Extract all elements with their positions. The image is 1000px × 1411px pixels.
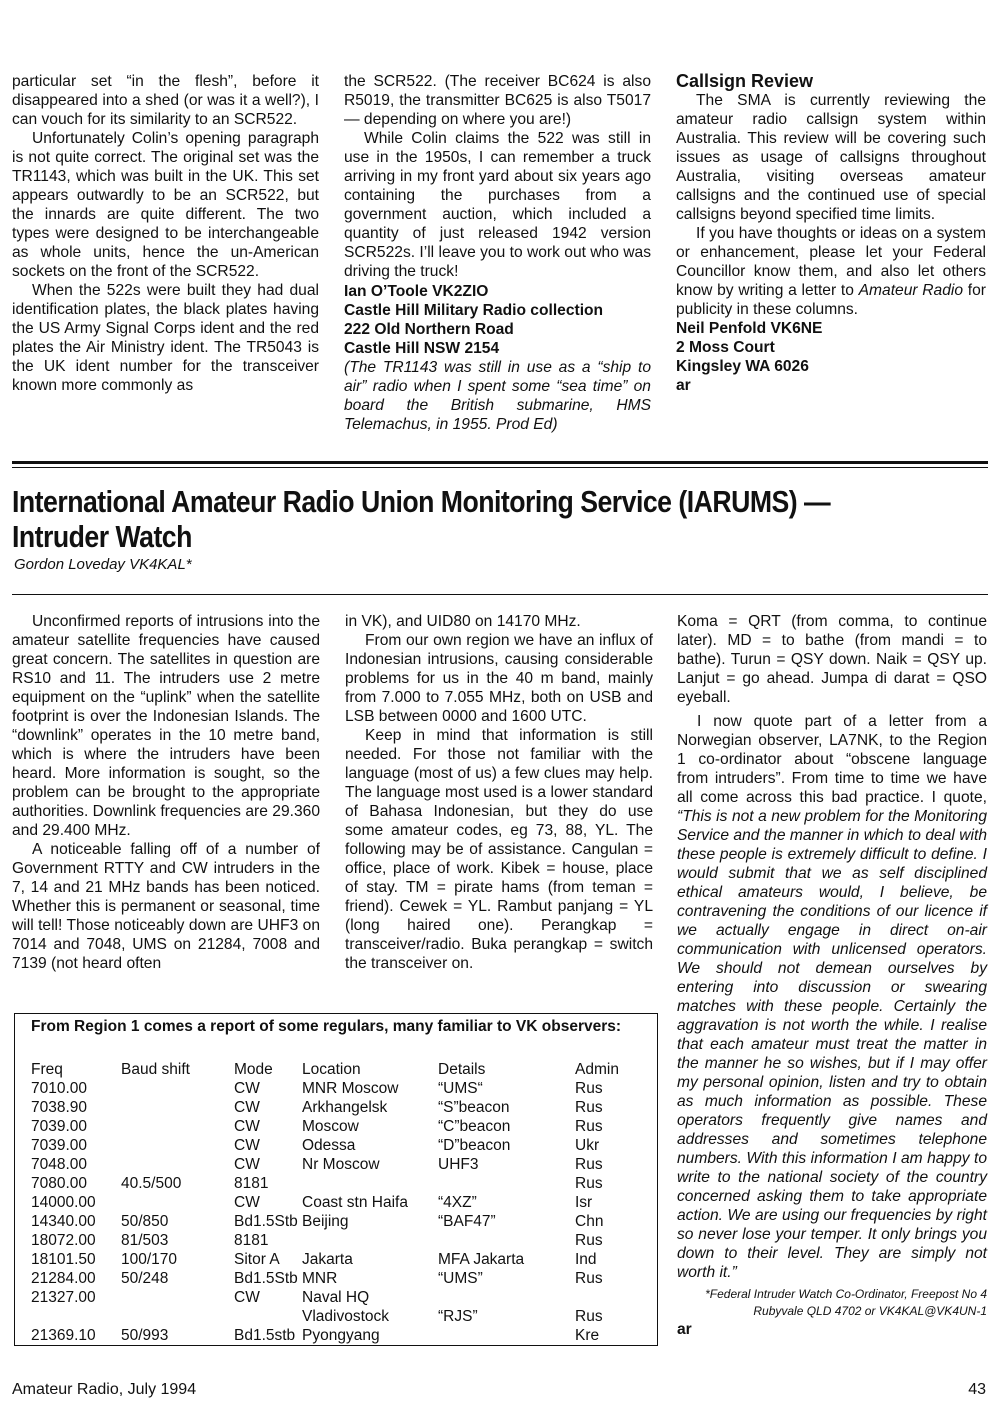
section-title: Callsign Review [676,71,814,91]
table-row [31,1136,635,1155]
table-cell: 21284.00 [31,1270,96,1287]
table-cell: 40.5/500 [121,1175,182,1192]
table-cell [438,1288,575,1307]
table-cell [31,1307,121,1326]
paragraph: particular set “in the flesh”, before it disappeared into a shed (or was it a well?), I can vouch for its similarity to an SCR522. [12,73,319,128]
paragraph [676,224,986,319]
footer-publication: Amateur Radio, July 1994 [12,1381,197,1398]
footnote-line: *Federal Intruder Watch Co-Ordinator, Freepost No 4 [705,1287,987,1301]
table-cell: Rus [575,1232,603,1249]
table-cell: 14340.00 [31,1213,96,1230]
article-column-1 [12,612,320,973]
table-row [31,1326,635,1345]
table-cell [121,1307,234,1326]
table-cell [121,1193,234,1212]
table-cell: Naval HQ [302,1289,370,1306]
column-header: Baud shift [121,1061,190,1078]
paragraph-text: I now quote part of a letter from a Norwegian observer, LA7NK, to the Region 1 co-ordinator about “obscene language from intruders”. From time to time we have all come across this bad practice. I quote, [677,713,987,806]
table-cell [234,1307,302,1326]
table-cell [121,1288,234,1307]
table-cell: 50/993 [121,1327,169,1344]
table-cell: 7039.00 [31,1137,88,1154]
page-number: 43 [968,1381,986,1398]
signature-line: Kingsley WA 6026 [676,358,809,375]
table-cell: 8181 [234,1232,269,1249]
table-cell: CW [234,1099,260,1116]
table-cell: 14000.00 [31,1194,96,1211]
table-cell: 21327.00 [31,1289,96,1306]
table-cell: “C”beacon [438,1118,511,1135]
editor-note: (The TR1143 was still in use as a “ship to air” radio when I spent some “sea time” on board the British submarine, HMS Telemachus, in 1955. Prod Ed) [344,359,651,433]
paragraph [677,712,987,1282]
table-cell: Rus [575,1099,603,1116]
table-cell: 18072.00 [31,1232,96,1249]
table-cell [121,1155,234,1174]
table-cell: “BAF47” [438,1213,496,1230]
table-cell: 7038.90 [31,1099,88,1116]
table-cell [121,1117,234,1136]
article-title-line-1: International Amateur Radio Union Monitoring Service (IARUMS) — [12,484,831,519]
section-divider [12,461,988,464]
table-cell [302,1174,438,1193]
table-cell: Bd1.5stb [234,1327,296,1344]
table-row [31,1117,635,1136]
table-cell: Kre [575,1327,600,1344]
table-cell: 7039.00 [31,1118,88,1135]
table-cell: Odessa [302,1137,356,1154]
table-cell: Beijing [302,1213,349,1230]
byline: Gordon Loveday VK4KAL* [14,556,192,573]
table-cell: Jakarta [302,1251,353,1268]
table-cell: Ukr [575,1137,600,1154]
table-cell [302,1231,438,1250]
table-cell: Nr Moscow [302,1156,380,1173]
table-cell: Rus [575,1175,603,1192]
end-mark: ar [677,1321,692,1338]
signature-line: 222 Old Northern Road [344,321,514,338]
table-cell [438,1326,575,1345]
signature-line: 2 Moss Court [676,339,775,356]
section-divider [12,467,988,468]
footnote-line: Rubyvale QLD 4702 or VK4KAL@VK4UN-1 [753,1304,987,1318]
table-cell: 7010.00 [31,1080,88,1097]
table-cell: “S”beacon [438,1099,510,1116]
top-column-2 [344,72,651,434]
table-cell: MNR Moscow [302,1080,399,1097]
paragraph: A noticeable falling off of a number of Government RTTY and CW intruders in the 7, 14 and 21 MHz bands has been noticed. Whether this is permanent or seasonal, time will tell! Those noticeably down are UHF3 on 7014 and 7048, UMS on 21284, 7008 and 7139 (not heard often [12,841,320,972]
table-cell: CW [234,1156,260,1173]
table-cell: 50/248 [121,1270,169,1287]
table-cell: 7048.00 [31,1156,88,1173]
table-cell: Isr [575,1194,593,1211]
paragraph-text: If you have thoughts or ideas on a system or enhancement, please let your Federal Councillor know them, and also let others know by writing a letter to [676,225,986,299]
end-mark: ar [676,377,691,394]
table-row [31,1098,635,1117]
article-title-line-2: Intruder Watch [12,519,192,554]
table-row [31,1193,635,1212]
table-cell: Chn [575,1213,604,1230]
paragraph: While Colin claims the 522 was still in use in the 1950s, I can remember a truck arriving in my front yard about six years ago containing the purchases from a government auction, which included a quantity of just released 1942 version SCR522s. I’ll leave you to work out who was driving the truck! [344,130,651,280]
column-header: Mode [234,1061,273,1078]
column-header: Details [438,1061,486,1078]
table-cell: 8181 [234,1175,269,1192]
table-cell: Pyongyang [302,1327,380,1344]
article-title [12,484,855,554]
paragraph: Unconfirmed reports of intrusions into the amateur satellite frequencies have caused great concern. The satellites in question are RS10 and 11. The intruders use 2 metre equipment on the “uplink” when the satellite footprint is over the Indonesian Islands. The “downlink” operates in the 10 metre band, which is where the intruders have been heard. More information is sought, so the problem can be brought to the appropriate authorities. Downlink frequencies are 29.360 and 29.400 MHz. [12,613,320,839]
table-cell [438,1174,575,1193]
table-cell: 21369.10 [31,1327,96,1344]
article-column-3 [677,612,987,1339]
table-cell: Rus [575,1156,603,1173]
table-cell: 100/170 [121,1251,178,1268]
table-cell: CW [234,1289,260,1306]
table-row [31,1174,635,1193]
table-cell: CW [234,1137,260,1154]
table-cell: Ind [575,1251,597,1268]
table-cell: 7080.00 [31,1175,88,1192]
article-column-2 [345,612,653,973]
frequency-table [31,1060,635,1345]
paragraph: Keep in mind that information is still needed. For those not familiar with the language (most of us) a few clues may help. The language most used is a lower standard of Bahasa Indonesian, but they do use some amateur codes, eg 73, 88, YL. The following may be of assistance. Cangulan = office, place of work. Kibek = house, place of stay. TM = pirate hams (from teman = friend). Cewek = YL. Rambut panjang = YL (long haired one). Perangkap = transceiver/radio. Buka perangkap = switch the transceiver on. [345,727,653,972]
table-cell: “4XZ” [438,1194,477,1211]
top-column-1 [12,72,319,395]
table-cell: UHF3 [438,1156,479,1173]
table-cell: MFA Jakarta [438,1251,525,1268]
table-cell: Bd1.5Stb [234,1270,298,1287]
table-cell [575,1288,635,1307]
table-row [31,1231,635,1250]
signature-name: Neil Penfold VK6NE [676,320,823,337]
frequency-box [14,1013,658,1346]
table-cell: “UMS” [438,1270,483,1287]
table-header-row [31,1060,635,1079]
signature-name: Ian O’Toole VK2ZIO [344,283,489,300]
table-cell: Rus [575,1308,603,1325]
table-cell: Arkhangelsk [302,1099,388,1116]
table-cell: Bd1.5Stb [234,1213,298,1230]
table-cell: CW [234,1118,260,1135]
paragraph: Koma = QRT (from comma, to continue later). MD = to bathe (from mandi = to bathe). Turun = QSY down. Naik = QSY up. Lanjut = go ahead. Jumpa di darat = QSO eyeball. [677,613,987,706]
paragraph: in VK), and UID80 on 14170 MHz. [345,613,581,630]
signature-line: Castle Hill Military Radio collection [344,302,604,319]
paragraph: The SMA is currently reviewing the amateur radio callsign system within Australia. This review will be covering such issues as usage of callsigns throughout Australia, visiting overseas amateur callsigns and the continued use of special callsigns beyond specified time limits. [676,92,986,223]
table-cell: 50/850 [121,1213,169,1230]
table-cell: “UMS“ [438,1080,483,1097]
column-header: Freq [31,1061,63,1078]
table-cell [121,1136,234,1155]
table-cell [121,1098,234,1117]
quote: “This is not a new problem for the Monitoring Service and the manner in which to deal with these people is extremely difficult to define. I would submit that we as self disciplined ethical amateurs would, I believe, be contravening the conditions of our licence if we actually engage in direct on-air communication with unlicensed operators. We should not demean ourselves by entering into discussion or swearing matches with these people. Certainly the aggravation is not worth the while. I realise that each amateur must treat the matter in the manner he so wishes, but if I may offer my personal opinion, listen and try to obtain as much information as possible. These operators frequently give names and addresses and sometimes telephone numbers. With this information I am happy to write to the national society of the country concerned asking them to take appropriate action. We are using our frequencies by right so never lose your temper. It only brings you down to their level. They are simply not worth it.” [677,808,987,1281]
paragraph: the SCR522. (The receiver BC624 is also R5019, the transmitter BC625 is also T5017 — depending on where you are!) [344,73,651,128]
top-column-3 [676,72,986,395]
table-cell: Vladivostock [302,1308,390,1325]
table-cell: Moscow [302,1118,359,1135]
footnote [677,1286,987,1320]
column-header: Location [302,1061,361,1078]
table-cell: Coast stn Haifa [302,1194,408,1211]
table-cell: CW [234,1194,260,1211]
table-cell: MNR [302,1270,338,1287]
article-divider [12,594,988,595]
table-cell [121,1079,234,1098]
column-header: Admin [575,1061,619,1078]
table-row [31,1079,635,1098]
table-cell: “RJS” [438,1308,478,1325]
paragraph: When the 522s were built they had dual identification plates, the black plates having the US Army Signal Corps ident and the red plates the Air Ministry ident. The TR5043 is the UK ident number for the transceiver known more commonly as [12,282,319,394]
box-heading: From Region 1 comes a report of some regulars, many familiar to VK observers: [31,1018,622,1035]
signature-line: Castle Hill NSW 2154 [344,340,500,357]
table-cell: Rus [575,1270,603,1287]
table-row [31,1307,635,1326]
table-row [31,1212,635,1231]
table-row [31,1269,635,1288]
table-cell: Sitor A [234,1251,280,1268]
table-cell: “D”beacon [438,1137,511,1154]
paragraph: Unfortunately Colin’s opening paragraph is not quite correct. The original set was the TR1143, which was built in the UK. This set appears outwardly to be an SCR522, but the innards are quite different. The two types were designed to be interchangeable as whole units, hence the un-American sockets on the front of the SCR522. [12,130,319,280]
table-cell [438,1231,575,1250]
table-body [31,1079,635,1345]
table-row [31,1250,635,1269]
table-cell: CW [234,1080,260,1097]
table-cell: 81/503 [121,1232,169,1249]
paragraph: From our own region we have an influx of Indonesian intrusions, causing considerable problems for us in the 40 m band, mainly from 7.000 to 7.055 MHz, both on USB and LSB between 0000 and 1600 UTC. [345,632,653,725]
table-row [31,1155,635,1174]
table-cell: 18101.50 [31,1251,96,1268]
table-cell: Rus [575,1080,603,1097]
paragraph-text: for publicity in these columns. [676,282,986,318]
magazine-name: Amateur Radio [858,282,964,299]
table-cell: Rus [575,1118,603,1135]
table-row [31,1288,635,1307]
